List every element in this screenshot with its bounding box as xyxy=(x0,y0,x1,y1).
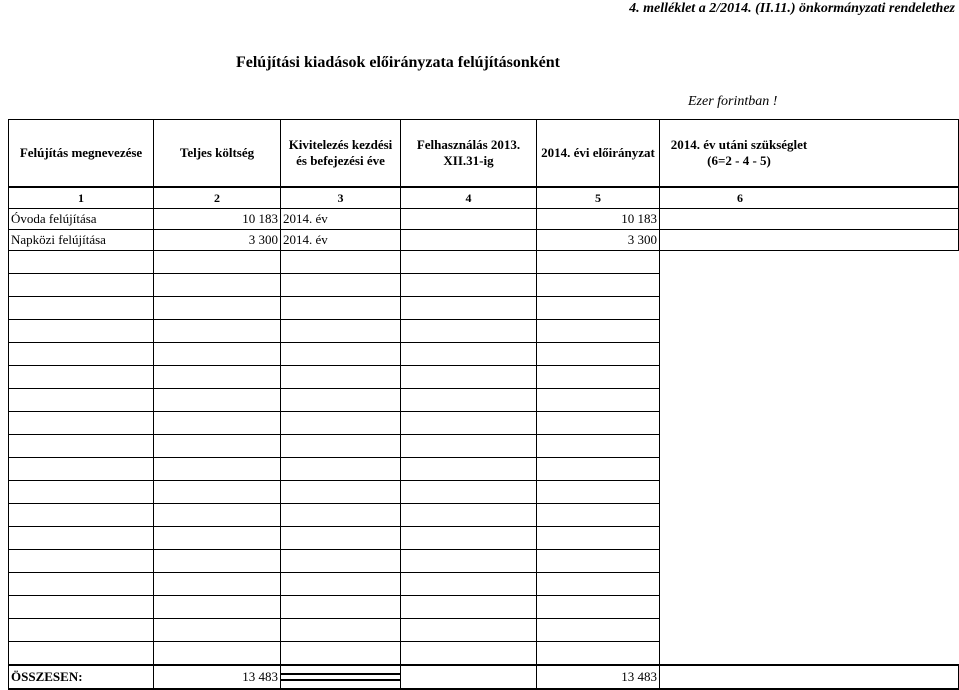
row-name: Óvoda felújítása xyxy=(9,209,154,230)
column-number-row xyxy=(9,187,959,209)
col-num-5: 5 xyxy=(537,187,660,209)
page-title: Felújítási kiadások előirányzata felújításonként xyxy=(235,54,560,71)
blank-row xyxy=(9,642,959,666)
total-appropriation: 13 483 xyxy=(537,665,660,689)
total-used-cell xyxy=(401,665,537,689)
row-total-cost: 3 300 xyxy=(154,230,281,251)
row-appropriation: 10 183 xyxy=(537,209,660,230)
col-num-3: 3 xyxy=(281,187,401,209)
blank-row xyxy=(9,458,959,481)
blank-row xyxy=(9,596,959,619)
blank-row xyxy=(9,527,959,550)
row-years: 2014. év xyxy=(281,230,401,251)
double-rule xyxy=(281,673,400,681)
row-need xyxy=(660,230,959,251)
total-cost: 13 483 xyxy=(154,665,281,689)
header-years: Kivitelezés kezdési és befejezési éve xyxy=(281,120,401,188)
row-used xyxy=(401,209,537,230)
annex-note: 4. melléklet a 2/2014. (II.11.) önkormányzati rendelethez xyxy=(629,1,955,16)
blank-row xyxy=(9,274,959,297)
blank-row xyxy=(9,412,959,435)
row-total-cost: 10 183 xyxy=(154,209,281,230)
col-num-6: 6 xyxy=(660,187,959,209)
row-years: 2014. év xyxy=(281,209,401,230)
blank-row xyxy=(9,366,959,389)
blank-row xyxy=(9,619,959,642)
header-row xyxy=(9,120,959,188)
row-need xyxy=(660,209,959,230)
blank-row xyxy=(9,343,959,366)
blank-row xyxy=(9,550,959,573)
blank-row xyxy=(9,320,959,343)
header-name: Felújítás megnevezése xyxy=(9,120,154,188)
blank-row xyxy=(9,251,959,274)
blank-row xyxy=(9,297,959,320)
total-years-cell xyxy=(281,665,401,689)
col-num-2: 2 xyxy=(154,187,281,209)
table-row xyxy=(9,230,959,251)
header-total-cost: Teljes költség xyxy=(154,120,281,188)
col-num-1: 1 xyxy=(9,187,154,209)
total-need-cell xyxy=(660,665,959,689)
blank-row xyxy=(9,504,959,527)
unit-note: Ezer forintban ! xyxy=(688,94,778,109)
blank-row xyxy=(9,389,959,412)
blank-row xyxy=(9,435,959,458)
header-appropriation: 2014. évi előirányzat xyxy=(537,120,660,188)
appropriation-table xyxy=(8,119,959,690)
row-used xyxy=(401,230,537,251)
row-appropriation: 3 300 xyxy=(537,230,660,251)
table-row xyxy=(9,209,959,230)
blank-row xyxy=(9,573,959,596)
total-row xyxy=(9,665,959,689)
header-need: 2014. év utáni szükséglet (6=2 - 4 - 5) xyxy=(660,120,959,188)
row-name: Napközi felújítása xyxy=(9,230,154,251)
total-label: ÖSSZESEN: xyxy=(9,665,154,689)
col-num-4: 4 xyxy=(401,187,537,209)
blank-row xyxy=(9,481,959,504)
header-used: Felhasználás 2013. XII.31-ig xyxy=(401,120,537,188)
